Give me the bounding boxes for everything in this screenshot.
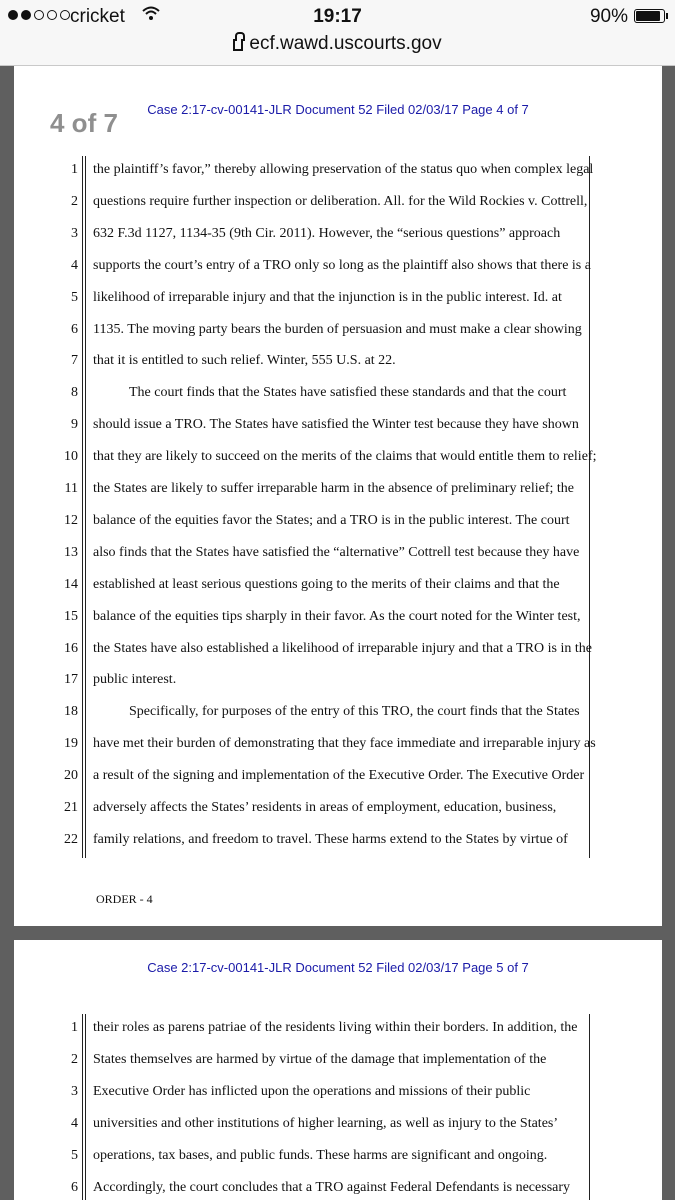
pleading-line	[14, 545, 662, 565]
line-number: 2	[71, 193, 78, 209]
pleading-line	[14, 417, 662, 437]
page-footer: ORDER - 4	[96, 892, 153, 906]
clock: 19:17	[313, 6, 362, 27]
battery-icon	[634, 9, 665, 23]
browser-chrome	[0, 0, 675, 66]
line-number: 22	[64, 831, 78, 847]
line-text: Specifically, for purposes of the entry of this TRO, the court finds that the States	[129, 704, 580, 720]
pleading-line	[14, 258, 662, 278]
pleading-line	[14, 704, 662, 724]
document-page-5[interactable]	[14, 940, 662, 1200]
line-number: 15	[64, 608, 78, 624]
line-text: balance of the equities favor the States; and a TRO is in the public interest. The court	[93, 512, 570, 528]
line-number: 6	[71, 1179, 78, 1195]
page-indicator: 4 of 7	[50, 108, 118, 138]
line-number: 6	[71, 321, 78, 337]
line-text: that it is entitled to such relief. Winter, 555 U.S. at 22.	[93, 353, 396, 369]
line-number: 19	[64, 736, 78, 752]
line-text: that they are likely to succeed on the merits of the claims that would entitle them to relief;	[93, 449, 597, 465]
line-text: adversely affects the States’ residents in areas of employment, education, business,	[93, 800, 557, 815]
line-number: 1	[71, 1020, 78, 1035]
line-number: 21	[64, 800, 78, 815]
line-text: the plaintiff’s favor,” thereby allowing preservation of the status quo when complex legal	[93, 162, 594, 177]
line-text: The court finds that the States have satisfied these standards and that the court	[129, 385, 567, 401]
line-text: operations, tax bases, and public funds. These harms are significant and ongoing.	[93, 1147, 548, 1163]
pleading-line	[14, 641, 662, 661]
pleading-line	[14, 322, 662, 342]
line-number: 3	[71, 225, 78, 241]
line-number: 14	[64, 576, 78, 592]
lock-icon	[233, 39, 243, 51]
line-number: 5	[71, 289, 78, 305]
line-number: 5	[71, 1147, 78, 1163]
document-page-4[interactable]	[14, 68, 662, 926]
line-number: 10	[64, 449, 78, 465]
line-text: public interest.	[93, 672, 177, 688]
pleading-line	[14, 194, 662, 214]
pleading-line	[14, 577, 662, 597]
pleading-line	[14, 513, 662, 533]
url-bar[interactable]	[0, 33, 675, 55]
line-text: supports the court’s entry of a TRO only so long as the plaintiff also shows that there is a	[93, 257, 591, 273]
line-text: the States are likely to suffer irreparable harm in the absence of preliminary relief; the	[93, 481, 574, 496]
left-margin-rule	[82, 1014, 83, 1200]
pleading-line	[14, 1084, 662, 1104]
line-text: States themselves are harmed by virtue of the damage that implementation of the	[93, 1051, 547, 1067]
line-number: 12	[64, 512, 78, 528]
left-margin-rule	[85, 1014, 86, 1200]
pleading-line	[14, 290, 662, 310]
line-number: 2	[71, 1051, 78, 1067]
pleading-line	[14, 832, 662, 852]
carrier-name: cricket	[70, 6, 125, 27]
line-text: established at least serious questions going to the merits of their claims and that the	[93, 576, 560, 592]
line-text: should issue a TRO. The States have satisfied the Winter test because they have shown	[93, 417, 579, 433]
pleading-line	[14, 353, 662, 373]
line-text: questions require further inspection or deliberation. All. for the Wild Rockies v. Cottrell,	[93, 193, 588, 209]
pleading-line	[14, 1020, 662, 1040]
line-text: balance of the equities tips sharply in their favor. As the court noted for the Winter test,	[93, 608, 581, 624]
line-number: 13	[64, 544, 78, 560]
line-text: 632 F.3d 1127, 1134-35 (9th Cir. 2011). However, the “serious questions” approach	[93, 225, 561, 241]
line-text: their roles as parens patriae of the residents living within their borders. In addition, the	[93, 1020, 578, 1035]
pleading-line	[14, 1116, 662, 1136]
line-text: universities and other institutions of higher learning, as well as injury to the States’	[93, 1115, 559, 1131]
line-number: 11	[64, 481, 78, 496]
line-text: family relations, and freedom to travel. These harms extend to the States by virtue of	[93, 831, 568, 847]
status-bar	[0, 6, 675, 30]
line-number: 4	[71, 257, 78, 273]
pleading-line	[14, 1052, 662, 1072]
pleading-line	[14, 768, 662, 788]
pleading-line	[14, 672, 662, 692]
pleading-line	[14, 1180, 662, 1200]
line-text: also finds that the States have satisfied the “alternative” Cottrell test because they have	[93, 544, 580, 560]
url-text: ecf.wawd.uscourts.gov	[249, 33, 442, 54]
line-number: 8	[71, 385, 78, 401]
line-text: a result of the signing and implementation of the Executive Order. The Executive Order	[93, 768, 585, 784]
line-text: Accordingly, the court concludes that a TRO against Federal Defendants is necessary	[93, 1179, 571, 1195]
pleading-line	[14, 449, 662, 469]
line-number: 1	[71, 162, 78, 177]
line-text: Executive Order has inflicted upon the operations and missions of their public	[93, 1083, 531, 1099]
line-number: 17	[64, 672, 78, 688]
line-text: have met their burden of demonstrating that they face immediate and irreparable injury as	[93, 736, 596, 752]
line-number: 16	[64, 640, 78, 656]
page-header[interactable]: Case 2:17-cv-00141-JLR Document 52 Filed 02/03/17 Page 5 of 7	[147, 960, 529, 975]
pleading-line	[14, 162, 662, 182]
line-number: 3	[71, 1083, 78, 1099]
right-margin-rule	[589, 1014, 590, 1200]
pleading-line	[14, 736, 662, 756]
line-number: 7	[71, 353, 78, 369]
line-text: the States have also established a likelihood of irreparable injury and that a TRO is in the	[93, 640, 592, 656]
line-number: 18	[64, 704, 78, 720]
line-text: likelihood of irreparable injury and that the injunction is in the public interest. Id. at	[93, 289, 562, 305]
pleading-line	[14, 1148, 662, 1168]
pleading-line	[14, 385, 662, 405]
line-number: 4	[71, 1115, 78, 1131]
line-number: 9	[71, 417, 78, 433]
pleading-line	[14, 226, 662, 246]
line-text: 1135. The moving party bears the burden of persuasion and must make a clear showing	[93, 321, 582, 337]
pleading-line	[14, 800, 662, 820]
line-number: 20	[64, 768, 78, 784]
battery-percentage: 90%	[589, 6, 628, 27]
pleading-line	[14, 609, 662, 629]
pleading-line	[14, 481, 662, 501]
page-header[interactable]: Case 2:17-cv-00141-JLR Document 52 Filed 02/03/17 Page 4 of 7	[147, 102, 529, 117]
